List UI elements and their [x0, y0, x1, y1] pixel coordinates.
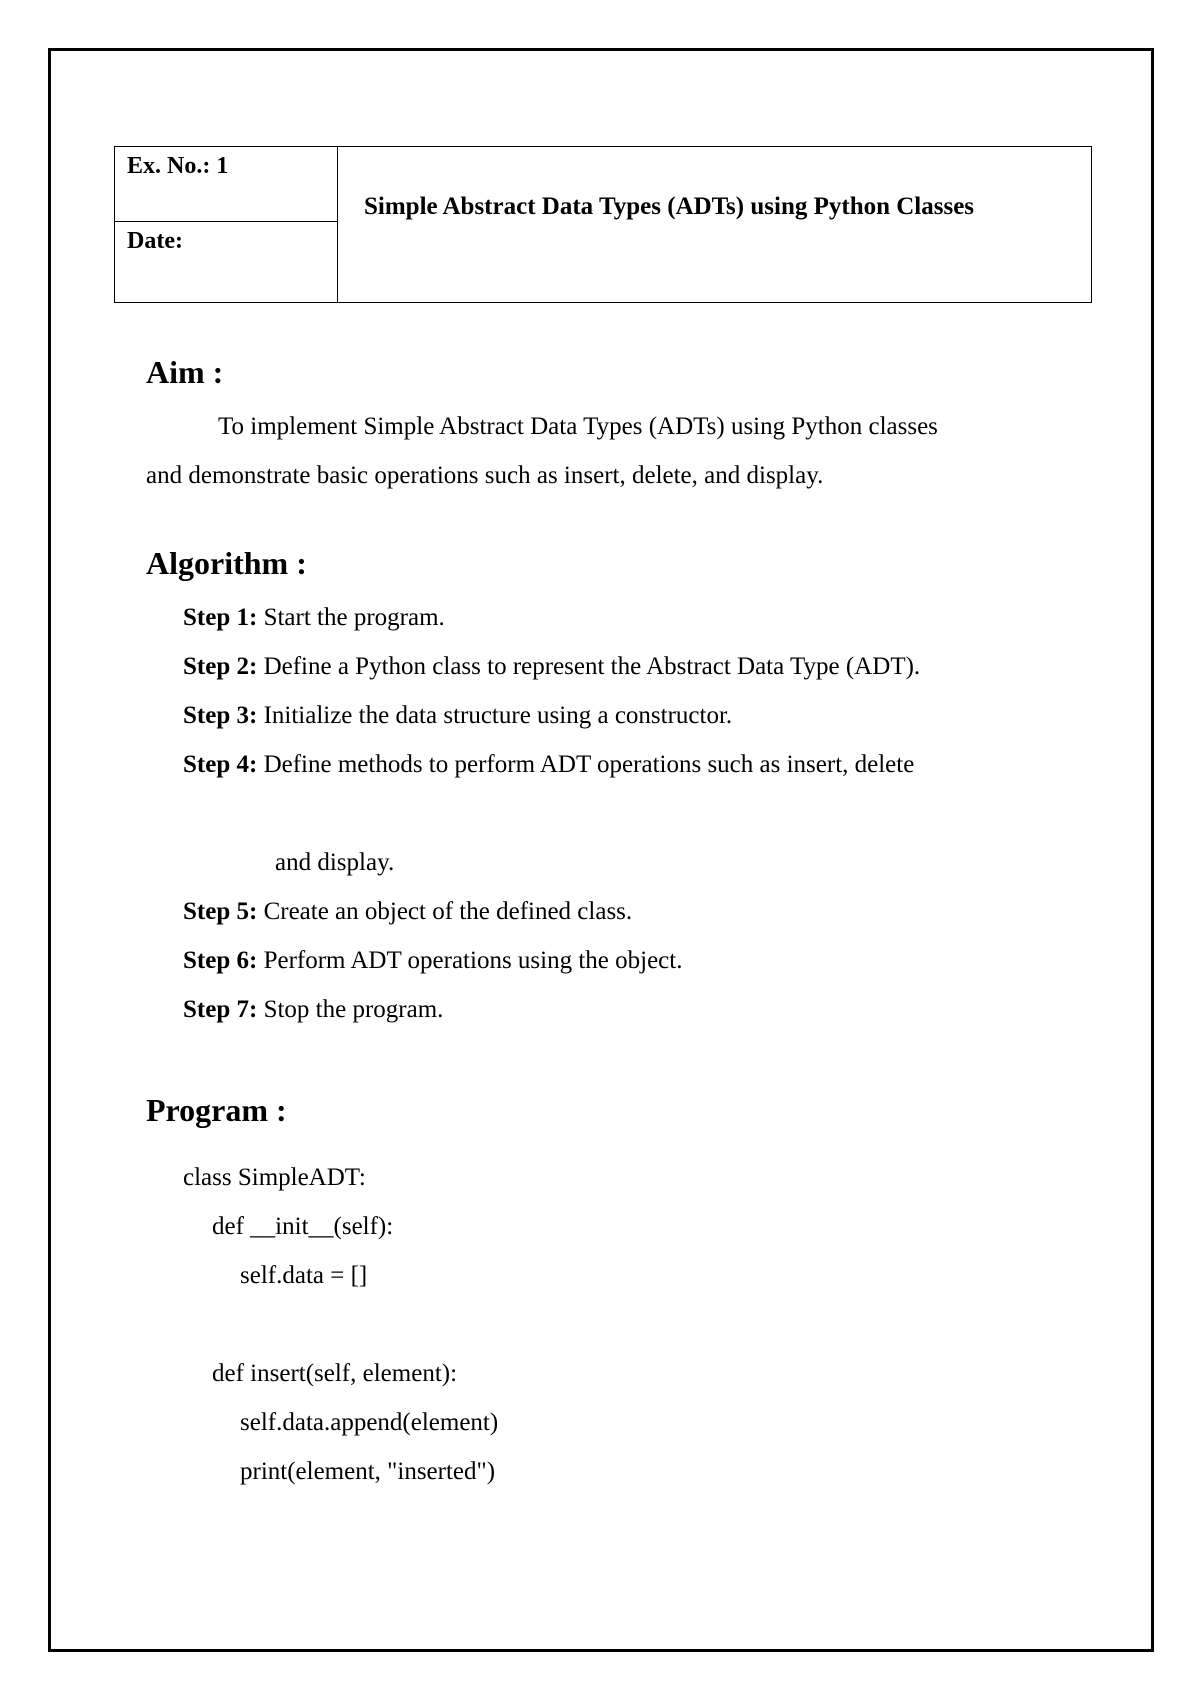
code-line: self.data.append(element) [240, 1409, 499, 1436]
algorithm-step [183, 996, 443, 1024]
algorithm-step [183, 702, 732, 730]
header-table [114, 146, 1092, 303]
program-heading: Program : [146, 1092, 287, 1128]
date-label: Date: [127, 228, 183, 254]
code-line: def insert(self, element): [212, 1360, 458, 1387]
step-text: Define a Python class to represent the Abstract Data Type (ADT). [263, 653, 921, 680]
algorithm-step [183, 653, 920, 681]
step-label: Step 7: [183, 996, 258, 1023]
aim-heading: Aim : [146, 354, 224, 390]
step-label: Step 6: [183, 947, 258, 974]
algorithm-step [183, 751, 914, 779]
step-label: Step 5: [183, 898, 258, 925]
code-line: self.data = [] [240, 1262, 368, 1289]
algorithm-step [183, 898, 632, 926]
algorithm-step [183, 947, 682, 975]
title-cell [338, 147, 1092, 303]
step-text: Stop the program. [263, 996, 444, 1023]
code-line: class SimpleADT: [183, 1164, 366, 1191]
ex-no-cell [115, 147, 338, 222]
step-text: Initialize the data structure using a constructor. [263, 702, 733, 729]
ex-no-label: Ex. No.: 1 [127, 153, 229, 179]
step-label: Step 3: [183, 702, 258, 729]
aim-line-1: To implement Simple Abstract Data Types (ADTs) using Python classes [218, 413, 938, 440]
step-text: Start the program. [263, 604, 445, 631]
code-line: print(element, "inserted") [240, 1458, 496, 1485]
step-text: Create an object of the defined class. [263, 898, 633, 925]
step-label: Step 2: [183, 653, 258, 680]
step-4-continuation: and display. [275, 849, 395, 876]
date-cell [115, 222, 338, 303]
algorithm-heading: Algorithm : [146, 545, 307, 581]
step-text: Perform ADT operations using the object. [263, 947, 683, 974]
algorithm-step [183, 604, 445, 632]
step-label: Step 1: [183, 604, 258, 631]
experiment-title: Simple Abstract Data Types (ADTs) using Python Classes [364, 192, 975, 220]
step-text: Define methods to perform ADT operations such as insert, delete [263, 751, 915, 778]
code-line: def __init__(self): [212, 1213, 394, 1240]
step-label: Step 4: [183, 751, 258, 778]
aim-line-2: and demonstrate basic operations such as insert, delete, and display. [146, 462, 824, 489]
